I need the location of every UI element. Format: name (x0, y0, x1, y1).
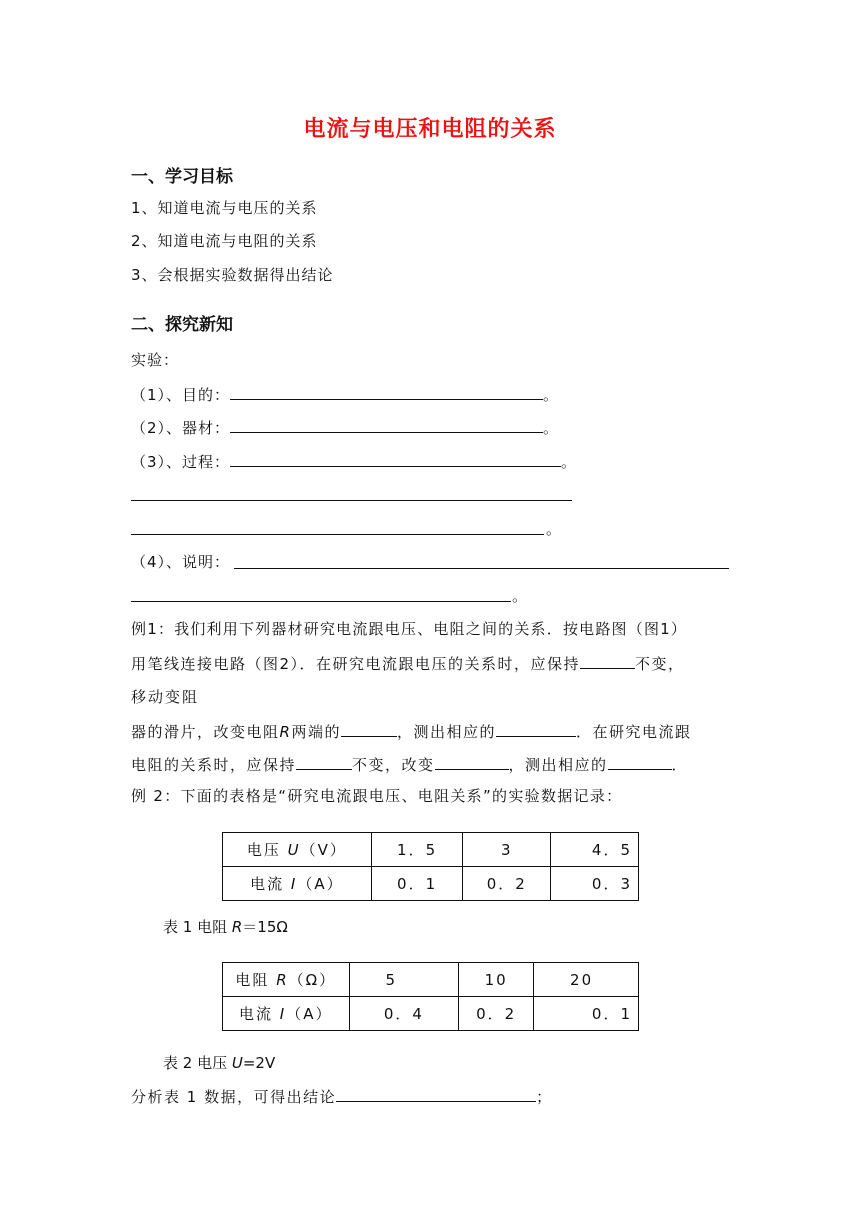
equipment-period: 。 (543, 419, 560, 437)
example1-blank-4 (296, 753, 352, 770)
table-cell: 电阻 R（Ω） (223, 963, 350, 997)
document-title: 电流与电压和电阻的关系 (303, 117, 557, 142)
section-heading-objectives: 一、学习目标 (131, 167, 233, 187)
example1-blank-5 (435, 753, 509, 770)
table-row (223, 867, 639, 901)
process-period: 。 (561, 453, 578, 471)
explain-line (131, 551, 230, 572)
table-cell: 0．1 (534, 997, 639, 1031)
example1-line-2b: 不变， (635, 655, 685, 673)
purpose-period: 。 (543, 386, 560, 404)
example1-line-4b: 两端的 (291, 723, 341, 741)
example1-line-2a: 用笔线连接电路（图2）．在研究电流跟电压的关系时，应保持 (131, 655, 581, 673)
process-blank (230, 450, 561, 467)
explain-label: （4）、说明： (131, 553, 231, 571)
example1-line-4c: ，测出相应的 (396, 723, 496, 741)
table-cell: 1．5 (371, 833, 463, 867)
table-cell: 0．2 (459, 997, 534, 1031)
example1-blank-2 (341, 720, 397, 737)
objective-item-2: 2、知道电流与电阻的关系 (131, 232, 318, 250)
experiment-label: 实验： (131, 351, 180, 369)
example2-intro: 例 2：下面的表格是“研究电流跟电压、电阻关系”的实验数据记录： (131, 787, 623, 805)
table-cell: 4．5 (551, 833, 639, 867)
table-cell: 3 (463, 833, 551, 867)
analysis-blank (336, 1085, 536, 1102)
example1-line-4 (131, 720, 692, 742)
process-period-2: 。 (546, 520, 563, 538)
table-cell: 0．2 (463, 867, 551, 901)
table-row (223, 997, 639, 1031)
purpose-line (131, 383, 559, 405)
table-row (223, 833, 639, 867)
example1-line-5d: ． (671, 756, 689, 774)
table-1-caption: 表 1 电阻 R＝15Ω (163, 918, 288, 936)
analysis-text: 分析表 1 数据，可得出结论 (131, 1088, 337, 1106)
example1-line-5a: 电阻的关系时，应保持 (131, 756, 297, 774)
example1-symbol-r: R (279, 723, 292, 741)
purpose-label: （1）、目的： (131, 386, 231, 404)
table-cell: 20 (534, 963, 639, 997)
table-cell: 0．4 (349, 997, 459, 1031)
example1-blank-6 (608, 753, 672, 770)
example1-line-5b: 不变，改变 (352, 756, 435, 774)
example1-line-5c: ，测出相应的 (508, 756, 608, 774)
table-cell: 5 (349, 963, 459, 997)
process-blank-line-3 (131, 534, 544, 535)
table-cell: 电流 I（A） (223, 867, 372, 901)
example1-line-3: 移动变阻 (131, 688, 200, 706)
section-heading-explore: 二、探究新知 (131, 315, 233, 335)
table-cell: 10 (459, 963, 534, 997)
purpose-blank (230, 383, 543, 400)
objective-item-3: 3、会根据实验数据得出结论 (131, 266, 334, 284)
example1-line-4d: ．在研究电流跟 (575, 723, 692, 741)
equipment-label: （2）、器材： (131, 419, 231, 437)
example1-line-5 (131, 753, 688, 775)
example1-line-4a: 器的滑片，改变电阻 (131, 723, 280, 741)
analysis-line (131, 1085, 553, 1107)
data-table-1 (222, 832, 639, 901)
example1-blank-1 (580, 652, 635, 669)
explain-blank-line-1 (234, 568, 729, 569)
equipment-blank (230, 416, 543, 433)
analysis-semicolon: ； (536, 1088, 553, 1106)
data-table-2 (222, 962, 639, 1031)
example1-line-2 (131, 652, 685, 674)
example1-line-1: 例1：我们利用下列器材研究电流跟电压、电阻之间的关系．按电路图（图1） (131, 620, 688, 638)
explain-blank-line-2 (131, 601, 511, 602)
table-cell: 电压 U（V） (223, 833, 372, 867)
objective-item-1: 1、知道电流与电压的关系 (131, 199, 318, 217)
explain-period: 。 (512, 587, 529, 605)
table-cell: 电流 I（A） (223, 997, 350, 1031)
table-cell: 0．3 (551, 867, 639, 901)
table-cell: 0．1 (371, 867, 463, 901)
process-line (131, 450, 577, 472)
equipment-line (131, 416, 559, 438)
table-row (223, 963, 639, 997)
process-blank-line-2 (131, 500, 572, 501)
example1-blank-3 (496, 720, 576, 737)
table-2-caption: 表 2 电压 U=2V (163, 1054, 276, 1072)
process-label: （3）、过程： (131, 453, 231, 471)
